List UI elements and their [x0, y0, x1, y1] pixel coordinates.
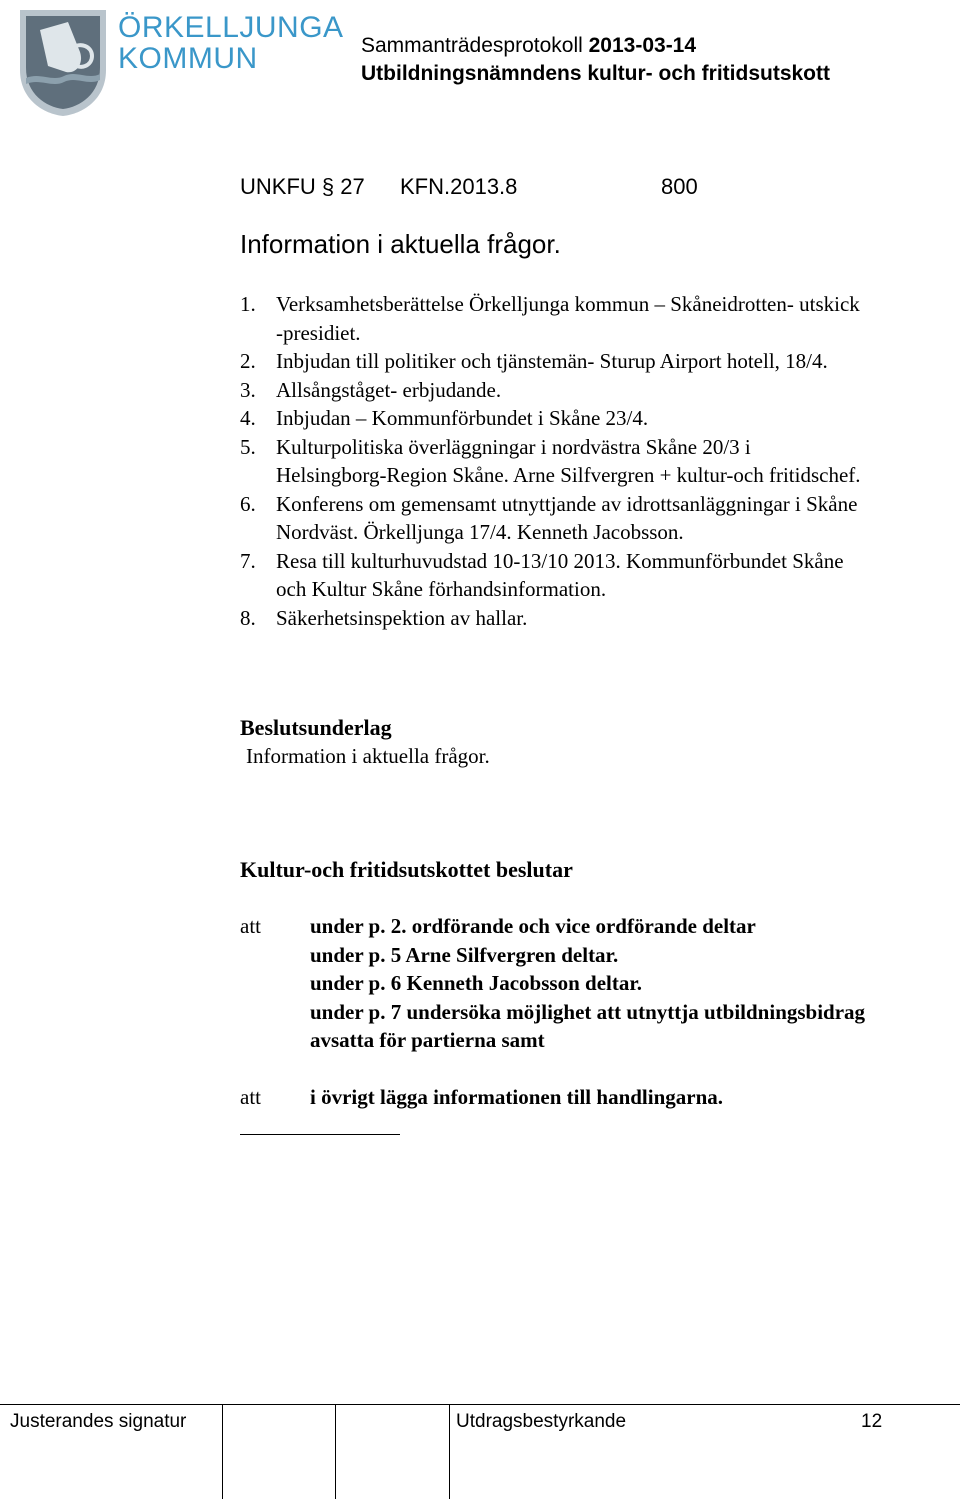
protocol-date: 2013-03-14 — [588, 34, 697, 57]
decision-line: avsatta för partierna samt — [310, 1028, 545, 1052]
item-line: Nordväst. Örkelljunga 17/4. Kenneth Jacobsson. — [276, 520, 684, 544]
case-code: 800 — [661, 174, 698, 199]
page-number: 12 — [861, 1411, 883, 1432]
agenda-list — [240, 290, 955, 632]
case-number: KFN.2013.8 — [400, 174, 518, 199]
item-number: 8. — [240, 605, 256, 630]
item-number: 6. — [240, 491, 256, 516]
item-text: Inbjudan till politiker och tjänstemän- Sturup Airport hotell, 18/4. — [276, 349, 828, 373]
decision-lines — [310, 912, 955, 1055]
decision-label: att — [240, 914, 261, 938]
decision-block — [240, 912, 955, 1057]
item-line: och Kultur Skåne förhandsinformation. — [276, 577, 607, 601]
basis-heading: Beslutsunderlag — [240, 715, 392, 740]
basis-text: Information i aktuella frågor. — [246, 744, 490, 768]
separator-line — [240, 1134, 400, 1135]
item-line: Verksamhetsberättelse Örkelljunga kommun – Skåneidrotten- utskick — [276, 292, 860, 316]
footer-divider — [449, 1405, 450, 1499]
section-number: UNKFU § 27 — [240, 174, 365, 199]
item-number: 5. — [240, 434, 256, 459]
municipality-emblem-icon — [18, 8, 108, 118]
page-title: Information i aktuella frågor. — [240, 229, 561, 259]
decision-line: under p. 5 Arne Silfvergren deltar. — [310, 942, 619, 967]
item-line: Resa till kulturhuvudstad 10-13/10 2013. Kommunförbundet Skåne — [276, 548, 844, 573]
item-text — [276, 290, 955, 347]
item-line: Kulturpolitiska överläggningar i nordvästra Skåne 20/3 i — [276, 434, 751, 459]
protocol-label: Sammanträdesprotokoll — [361, 34, 583, 57]
decision-line: under p. 6 Kenneth Jacobsson deltar. — [310, 971, 642, 995]
municipality-logo — [18, 8, 344, 118]
item-line: -presidiet. — [276, 320, 361, 345]
item-text — [276, 490, 955, 547]
list-item — [240, 376, 955, 405]
item-text: Säkerhetsinspektion av hallar. — [276, 605, 528, 630]
list-item — [240, 604, 955, 633]
decision-line: under p. 7 undersöka möjlighet att utnyttja utbildningsbidrag — [310, 999, 866, 1024]
list-item — [240, 404, 955, 433]
item-text: Inbjudan – Kommunförbundet i Skåne 23/4. — [276, 406, 649, 430]
signature-footer — [0, 1404, 960, 1499]
committee-name: Utbildningsnämndens kultur- och fritidsutskott — [361, 62, 830, 85]
footer-divider — [222, 1405, 223, 1499]
item-line: Konferens om gemensamt utnyttjande av idrottsanläggningar i Skåne — [276, 491, 858, 516]
decision-label: att — [240, 1085, 261, 1109]
item-number: 7. — [240, 548, 256, 573]
document-header — [361, 34, 830, 86]
certification-label: Utdragsbestyrkande — [456, 1411, 627, 1432]
item-number: 4. — [240, 406, 256, 430]
protocol-line — [361, 34, 830, 62]
logo-line-2: KOMMUN — [118, 42, 258, 75]
item-line: Helsingborg-Region Skåne. Arne Silfvergren + kultur-och fritidschef. — [276, 463, 861, 487]
item-number: 1. — [240, 292, 256, 316]
decision-heading: Kultur-och fritidsutskottet beslutar — [240, 857, 573, 882]
list-item — [240, 347, 955, 376]
list-item — [240, 547, 955, 604]
footer-divider — [335, 1405, 336, 1499]
decision-line: under p. 2. ordförande och vice ordförande deltar — [310, 914, 756, 938]
item-number: 2. — [240, 349, 256, 373]
list-item — [240, 290, 955, 347]
list-item — [240, 433, 955, 490]
item-text: Allsångståget- erbjudande. — [276, 377, 502, 402]
signature-label: Justerandes signatur — [10, 1411, 187, 1432]
decision-block-final — [240, 1083, 955, 1113]
logo-line-1: ÖRKELLJUNGA — [118, 11, 344, 44]
item-text — [276, 433, 955, 490]
item-number: 3. — [240, 377, 256, 402]
list-item — [240, 490, 955, 547]
item-text — [276, 547, 955, 604]
decision-final-line: i övrigt lägga informationen till handlingarna. — [310, 1085, 724, 1109]
